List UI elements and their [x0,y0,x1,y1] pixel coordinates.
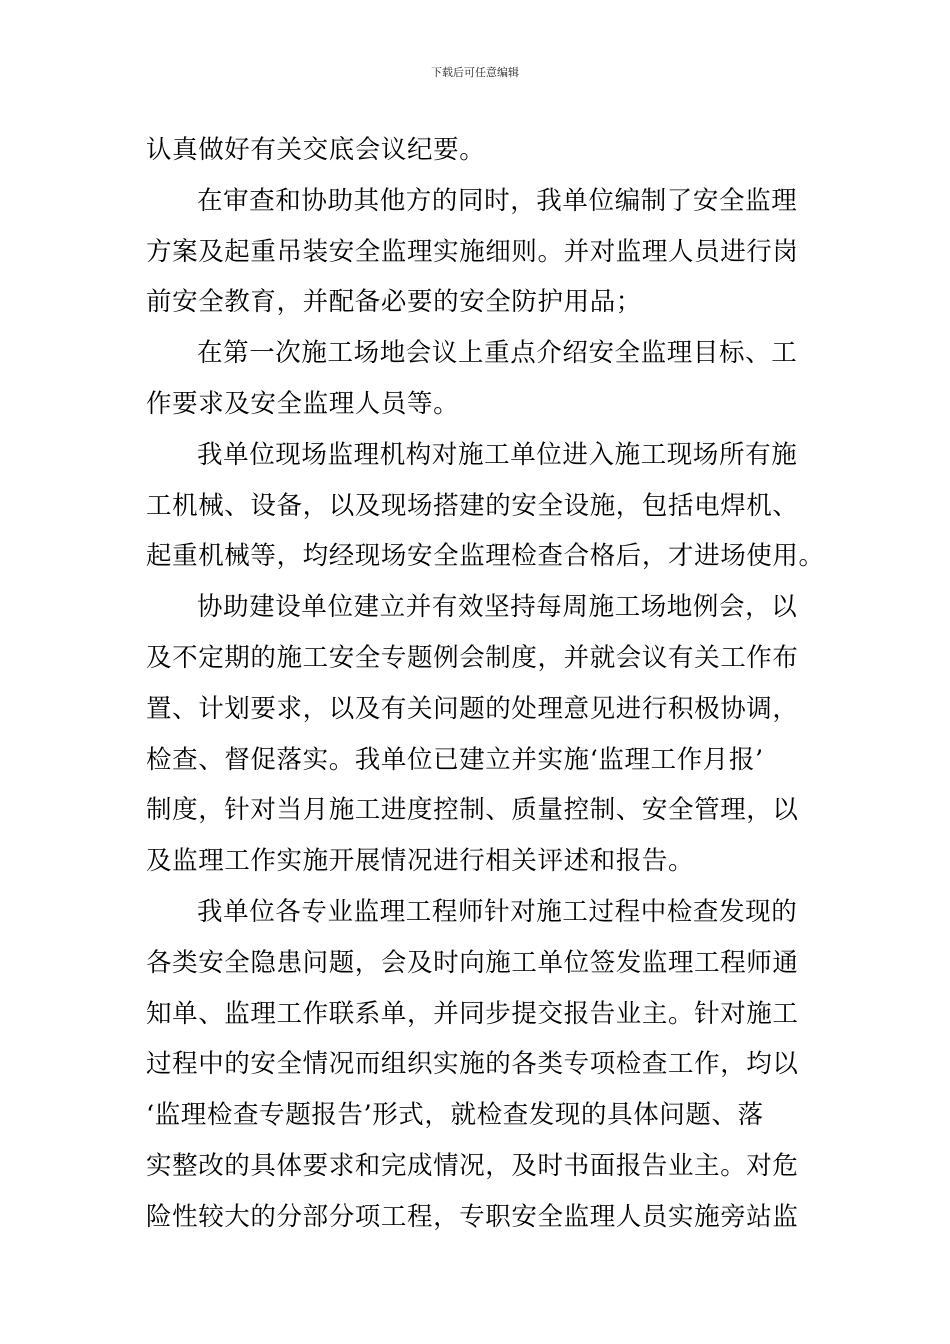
text-line: 过程中的安全情况而组织实施的各类专项检查工作，均以 [146,1049,799,1080]
document-body [146,125,825,1243]
text-line: 协助建设单位建立并有效坚持每周施工场地例会，以 [197,592,798,623]
text-line: 我单位现场监理机构对施工单位进入施工现场所有施 [197,439,798,470]
text-line: 在审查和协助其他方的同时，我单位编制了安全监理 [197,185,798,216]
text-line: 各类安全隐患问题，会及时向施工单位签发监理工程师通 [146,947,799,978]
text-line: 方案及起重吊装安全监理实施细则。并对监理人员进行岗 [146,236,799,267]
text-line: 及监理工作实施开展情况进行相关评述和报告。 [146,846,695,877]
text-line: 我单位各专业监理工程师针对施工过程中检查发现的 [197,896,798,927]
text-line: 起重机械等，均经现场安全监理检查合格后，才进场使用。 [146,541,825,572]
text-line: 作要求及安全监理人员等。 [146,388,460,419]
text-line: 在第一次施工场地会议上重点介绍安全监理目标、工 [197,338,798,369]
text-line: 制度，针对当月施工进度控制、质量控制、安全管理，以 [146,795,799,826]
text-line: 知单、监理工作联系单，并同步提交报告业主。针对施工 [146,998,799,1029]
text-line: 前安全教育，并配备必要的安全防护用品； [146,287,642,318]
text-line: 险性较大的分部分项工程，专职安全监理人员实施旁站监 [146,1201,799,1232]
text-line: 置、计划要求，以及有关问题的处理意见进行积极协调， [146,693,799,724]
page-header: 下载后可任意编辑 [431,66,519,79]
text-line: 工机械、设备，以及现场搭建的安全设施，包括电焊机、 [146,490,799,521]
text-line: 认真做好有关交底会议纪要。 [146,135,486,165]
text-line: 实整改的具体要求和完成情况，及时书面报告业主。对危 [146,1150,799,1181]
text-line: 检查、督促落实。我单位已建立并实施‘监理工作月报’ [146,744,764,775]
text-line: ‘监理检查专题报告’形式，就检查发现的具体问题、落 [146,1100,764,1131]
text-line: 及不定期的施工安全专题例会制度，并就会议有关工作布 [146,642,799,673]
